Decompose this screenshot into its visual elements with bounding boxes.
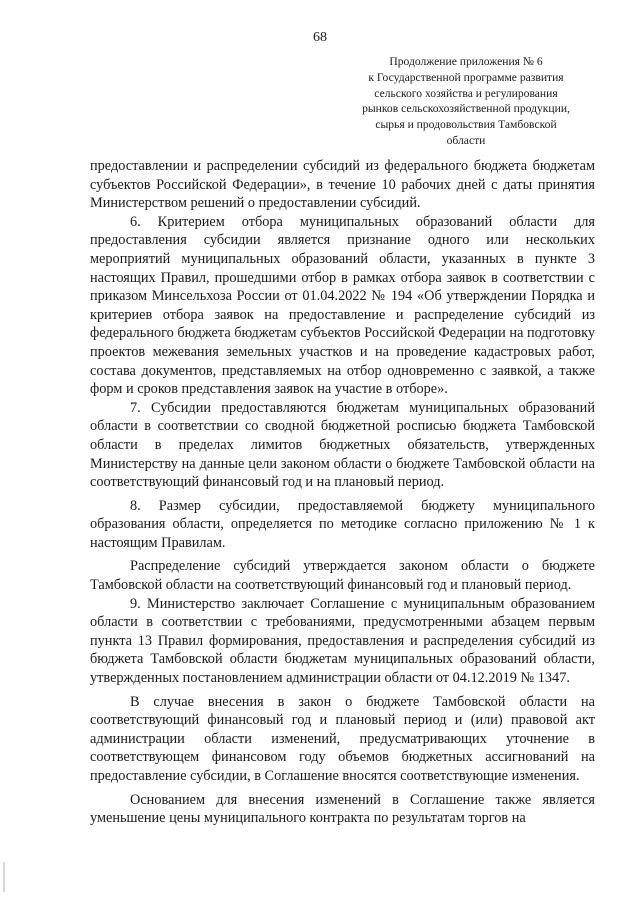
paragraph-clause-6: 6. Критерием отбора муниципальных образований области для предоставления субсидии является признание одного или нескольких мероприятий муниципальных образований области, указанных в пункте 3 настоящих Правил, прошедшими отбор в рамках отбора заявок в соответствии с приказом Минсельхоза России от 01.04.2022 № 194 «Об утверждении Порядка и критериев отбора заявок на предоставление и распределение субсидий из федерального бюджета бюджетам субъектов Российской Федерации на подготовку проектов межевания земельных участков и на проведение кадастровых работ, состава документов, представляемых на отбор одновременно с заявкой, а также форм и сроков представления заявок на участие в отборе».: [90, 213, 595, 398]
paragraph-clause-8: 8. Размер субсидии, предоставляемой бюджету муниципального образования области, определяется по методике согласно приложению № 1 к настоящим Правилам.: [90, 497, 595, 551]
appendix-header-line: рынков сельскохозяйственной продукции,: [362, 102, 570, 116]
paragraph-continuation: предоставлении и распределении субсидий из федерального бюджета бюджетам субъектов Российской Федерации», в течение 10 рабочих дней с даты принятия Министерством решений о предоставлении субсидий.: [90, 158, 595, 212]
appendix-header: [338, 54, 594, 149]
scan-edge-mark: [3, 862, 5, 892]
paragraph-distribution: Распределение субсидий утверждается законом области о бюджете Тамбовской области на соответствующий финансовый год и плановый период.: [90, 558, 595, 594]
document-body: [90, 157, 595, 828]
page-number: 68: [313, 30, 327, 45]
appendix-header-line: Продолжение приложения № 6: [389, 55, 543, 68]
paragraph-clause-7: 7. Субсидии предоставляются бюджетам муниципальных образований области в соответствии со сводной бюджетной росписью бюджета Тамбовской области в пределах лимитов бюджетных обязательств, утвержденных Министерству на данные цели законом области о бюджете Тамбовской области на соответствующий финансовый год и на плановый период.: [90, 399, 595, 491]
paragraph-amendments: В случае внесения в закон о бюджете Тамбовской области на соответствующий финансовый год и плановый период и (или) правовой акт администрации области изменений, предусматривающих уточнение в соответствующем финансовом году объемов бюджетных ассигнований на предоставление субсидии, в Соглашение вносятся соответствующие изменения.: [90, 693, 595, 784]
paragraph-clause-9: 9. Министерство заключает Соглашение с муниципальным образованием области в соответствии с требованиями, предусмотренными абзацем первым пункта 13 Правил формирования, предоставления и распределения субсидий из бюджета Тамбовской области бюджетам муниципальных образований области, утвержденных постановлением администрации области от 04.12.2019 № 1347.: [90, 595, 595, 687]
appendix-header-line: сельского хозяйства и регулирования: [374, 86, 558, 100]
appendix-header-line: к Государственной программе развития: [368, 70, 564, 84]
appendix-header-line: области: [446, 133, 486, 147]
paragraph-grounds: Основанием для внесения изменений в Соглашение также является уменьшение цены муниципального контракта по результатам торгов на: [90, 791, 595, 827]
appendix-header-line: сырья и продовольствия Тамбовской: [375, 118, 557, 132]
